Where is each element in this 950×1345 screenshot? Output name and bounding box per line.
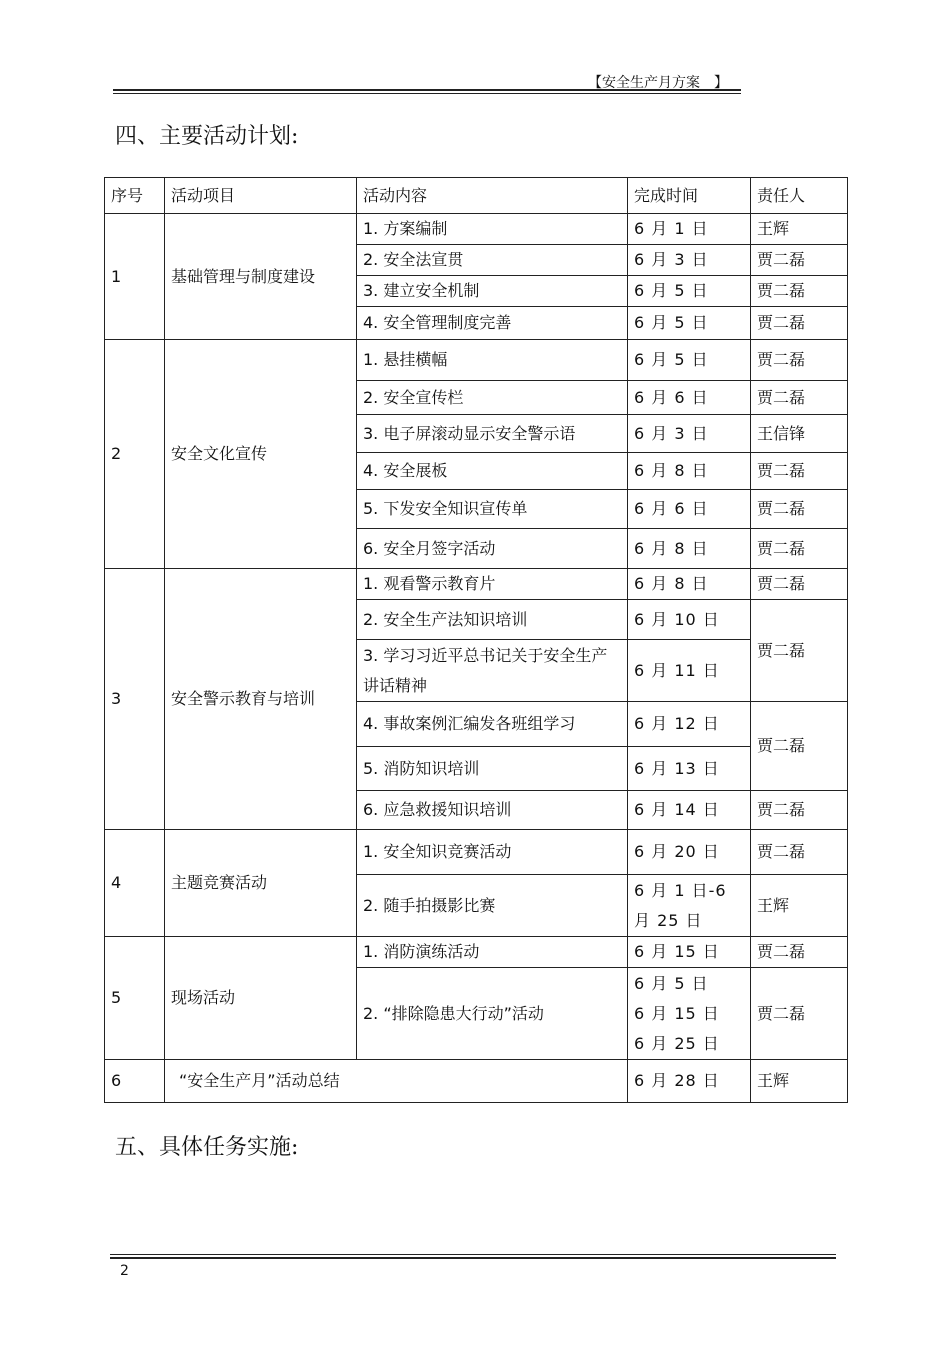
header-cell-project: 活动项目 (165, 178, 357, 214)
table-row (105, 214, 848, 245)
activity-content: 2. 随手拍摄影比赛 (357, 875, 628, 937)
activity-person: 贾二磊 (751, 791, 848, 830)
table-row (105, 569, 848, 600)
activity-date: 6 月 8 日 (628, 453, 751, 490)
activity-person: 贾二磊 (751, 276, 848, 307)
activity-date: 6 月 13 日 (628, 747, 751, 791)
activity-date: 6 月 5 日 (628, 307, 751, 340)
activity-date: 6 月 3 日 (628, 415, 751, 453)
activity-content: 2. 安全宣传栏 (357, 381, 628, 415)
activity-date: 6 月 12 日 (628, 702, 751, 747)
footer-rule (110, 1257, 836, 1259)
activity-content: 1. 观看警示教育片 (357, 569, 628, 600)
group-project: 基础管理与制度建设 (165, 214, 357, 340)
activity-date-line: 6 月 25 日 (634, 1033, 720, 1053)
activity-content: 2. 安全生产法知识培训 (357, 600, 628, 640)
activity-date: 6 月 6 日 (628, 490, 751, 529)
header-cell-content: 活动内容 (357, 178, 628, 214)
activity-date: 6 月 3 日 (628, 245, 751, 276)
group-no: 5 (105, 937, 165, 1060)
activity-date: 6 月 6 日 (628, 381, 751, 415)
table-row (105, 937, 848, 968)
group-no: 3 (105, 569, 165, 830)
activity-person: 贾二磊 (751, 702, 848, 791)
activity-content: 3. 学习习近平总书记关于安全生产讲话精神 (357, 640, 628, 702)
group-no: 6 (105, 1060, 165, 1103)
activity-content: 3. 建立安全机制 (357, 276, 628, 307)
activity-date: 6 月 8 日 (628, 529, 751, 569)
activity-date: 6 月 20 日 (628, 830, 751, 875)
activity-person: 贾二磊 (751, 245, 848, 276)
table-header-row (105, 178, 848, 214)
activity-person: 贾二磊 (751, 600, 848, 702)
section-title-plan: 四、主要活动计划: (115, 124, 299, 149)
activity-content: 1. 方案编制 (357, 214, 628, 245)
activity-content: 3. 电子屏滚动显示安全警示语 (357, 415, 628, 453)
activity-date: 6 月 10 日 (628, 600, 751, 640)
activity-content: 5. 消防知识培训 (357, 747, 628, 791)
activity-content: 2. 安全法宣贯 (357, 245, 628, 276)
header-rule-thin (113, 93, 741, 94)
table-row (105, 830, 848, 875)
group-project: 安全警示教育与培训 (165, 569, 357, 830)
activity-content: 6. 应急救援知识培训 (357, 791, 628, 830)
table-row (105, 340, 848, 381)
activity-content: 4. 安全管理制度完善 (357, 307, 628, 340)
header-cell-no: 序号 (105, 178, 165, 214)
activity-date: 6 月 5 日 (628, 340, 751, 381)
group-project: 主题竞赛活动 (165, 830, 357, 937)
activity-content: 1. 安全知识竞赛活动 (357, 830, 628, 875)
activity-person: 贾二磊 (751, 381, 848, 415)
activity-date: 6 月 5 日 (628, 276, 751, 307)
activity-person: 王辉 (751, 875, 848, 937)
footer-rule-thin (110, 1254, 836, 1255)
activity-content: 1. 消防演练活动 (357, 937, 628, 968)
activity-date-line: 6 月 5 日 (634, 973, 709, 993)
activity-date: 6 月 28 日 (628, 1060, 751, 1103)
group-no: 1 (105, 214, 165, 340)
summary-activity: “安全生产月”活动总结 (165, 1060, 628, 1103)
activity-person: 王信锋 (751, 415, 848, 453)
activity-date: 6 月 14 日 (628, 791, 751, 830)
activity-person: 贾二磊 (751, 937, 848, 968)
header-cell-date: 完成时间 (628, 178, 751, 214)
activity-date: 6 月 15 日 (628, 937, 751, 968)
activity-content: 4. 事故案例汇编发各班组学习 (357, 702, 628, 747)
header-cell-person: 责任人 (751, 178, 848, 214)
activity-plan-table (104, 177, 848, 1103)
activity-person: 王辉 (751, 1060, 848, 1103)
table-row (105, 1060, 848, 1103)
activity-content: 2. “排除隐患大行动”活动 (357, 968, 628, 1060)
activity-date-line: 6 月 15 日 (634, 1003, 720, 1023)
activity-date: 6 月 11 日 (628, 640, 751, 702)
activity-person: 贾二磊 (751, 340, 848, 381)
activity-person: 王辉 (751, 214, 848, 245)
activity-person: 贾二磊 (751, 490, 848, 529)
activity-date: 6 月 1 日-6 月 25 日 (628, 875, 751, 937)
activity-content: 6. 安全月签字活动 (357, 529, 628, 569)
group-no: 2 (105, 340, 165, 569)
group-project: 现场活动 (165, 937, 357, 1060)
activity-person: 贾二磊 (751, 307, 848, 340)
group-no: 4 (105, 830, 165, 937)
activity-content: 1. 悬挂横幅 (357, 340, 628, 381)
activity-person: 贾二磊 (751, 529, 848, 569)
activity-person: 贾二磊 (751, 968, 848, 1060)
activity-person: 贾二磊 (751, 569, 848, 600)
activity-date: 6 月 8 日 (628, 569, 751, 600)
activity-content: 5. 下发安全知识宣传单 (357, 490, 628, 529)
header-rule (113, 89, 741, 91)
activity-content: 4. 安全展板 (357, 453, 628, 490)
activity-person: 贾二磊 (751, 830, 848, 875)
activity-person: 贾二磊 (751, 453, 848, 490)
header-title: 【安全生产月方案 】 (588, 75, 728, 91)
page-number: 2 (120, 1263, 129, 1279)
activity-dates (628, 968, 751, 1060)
activity-date: 6 月 1 日 (628, 214, 751, 245)
group-project: 安全文化宣传 (165, 340, 357, 569)
section-title-implementation: 五、具体任务实施: (115, 1135, 299, 1160)
